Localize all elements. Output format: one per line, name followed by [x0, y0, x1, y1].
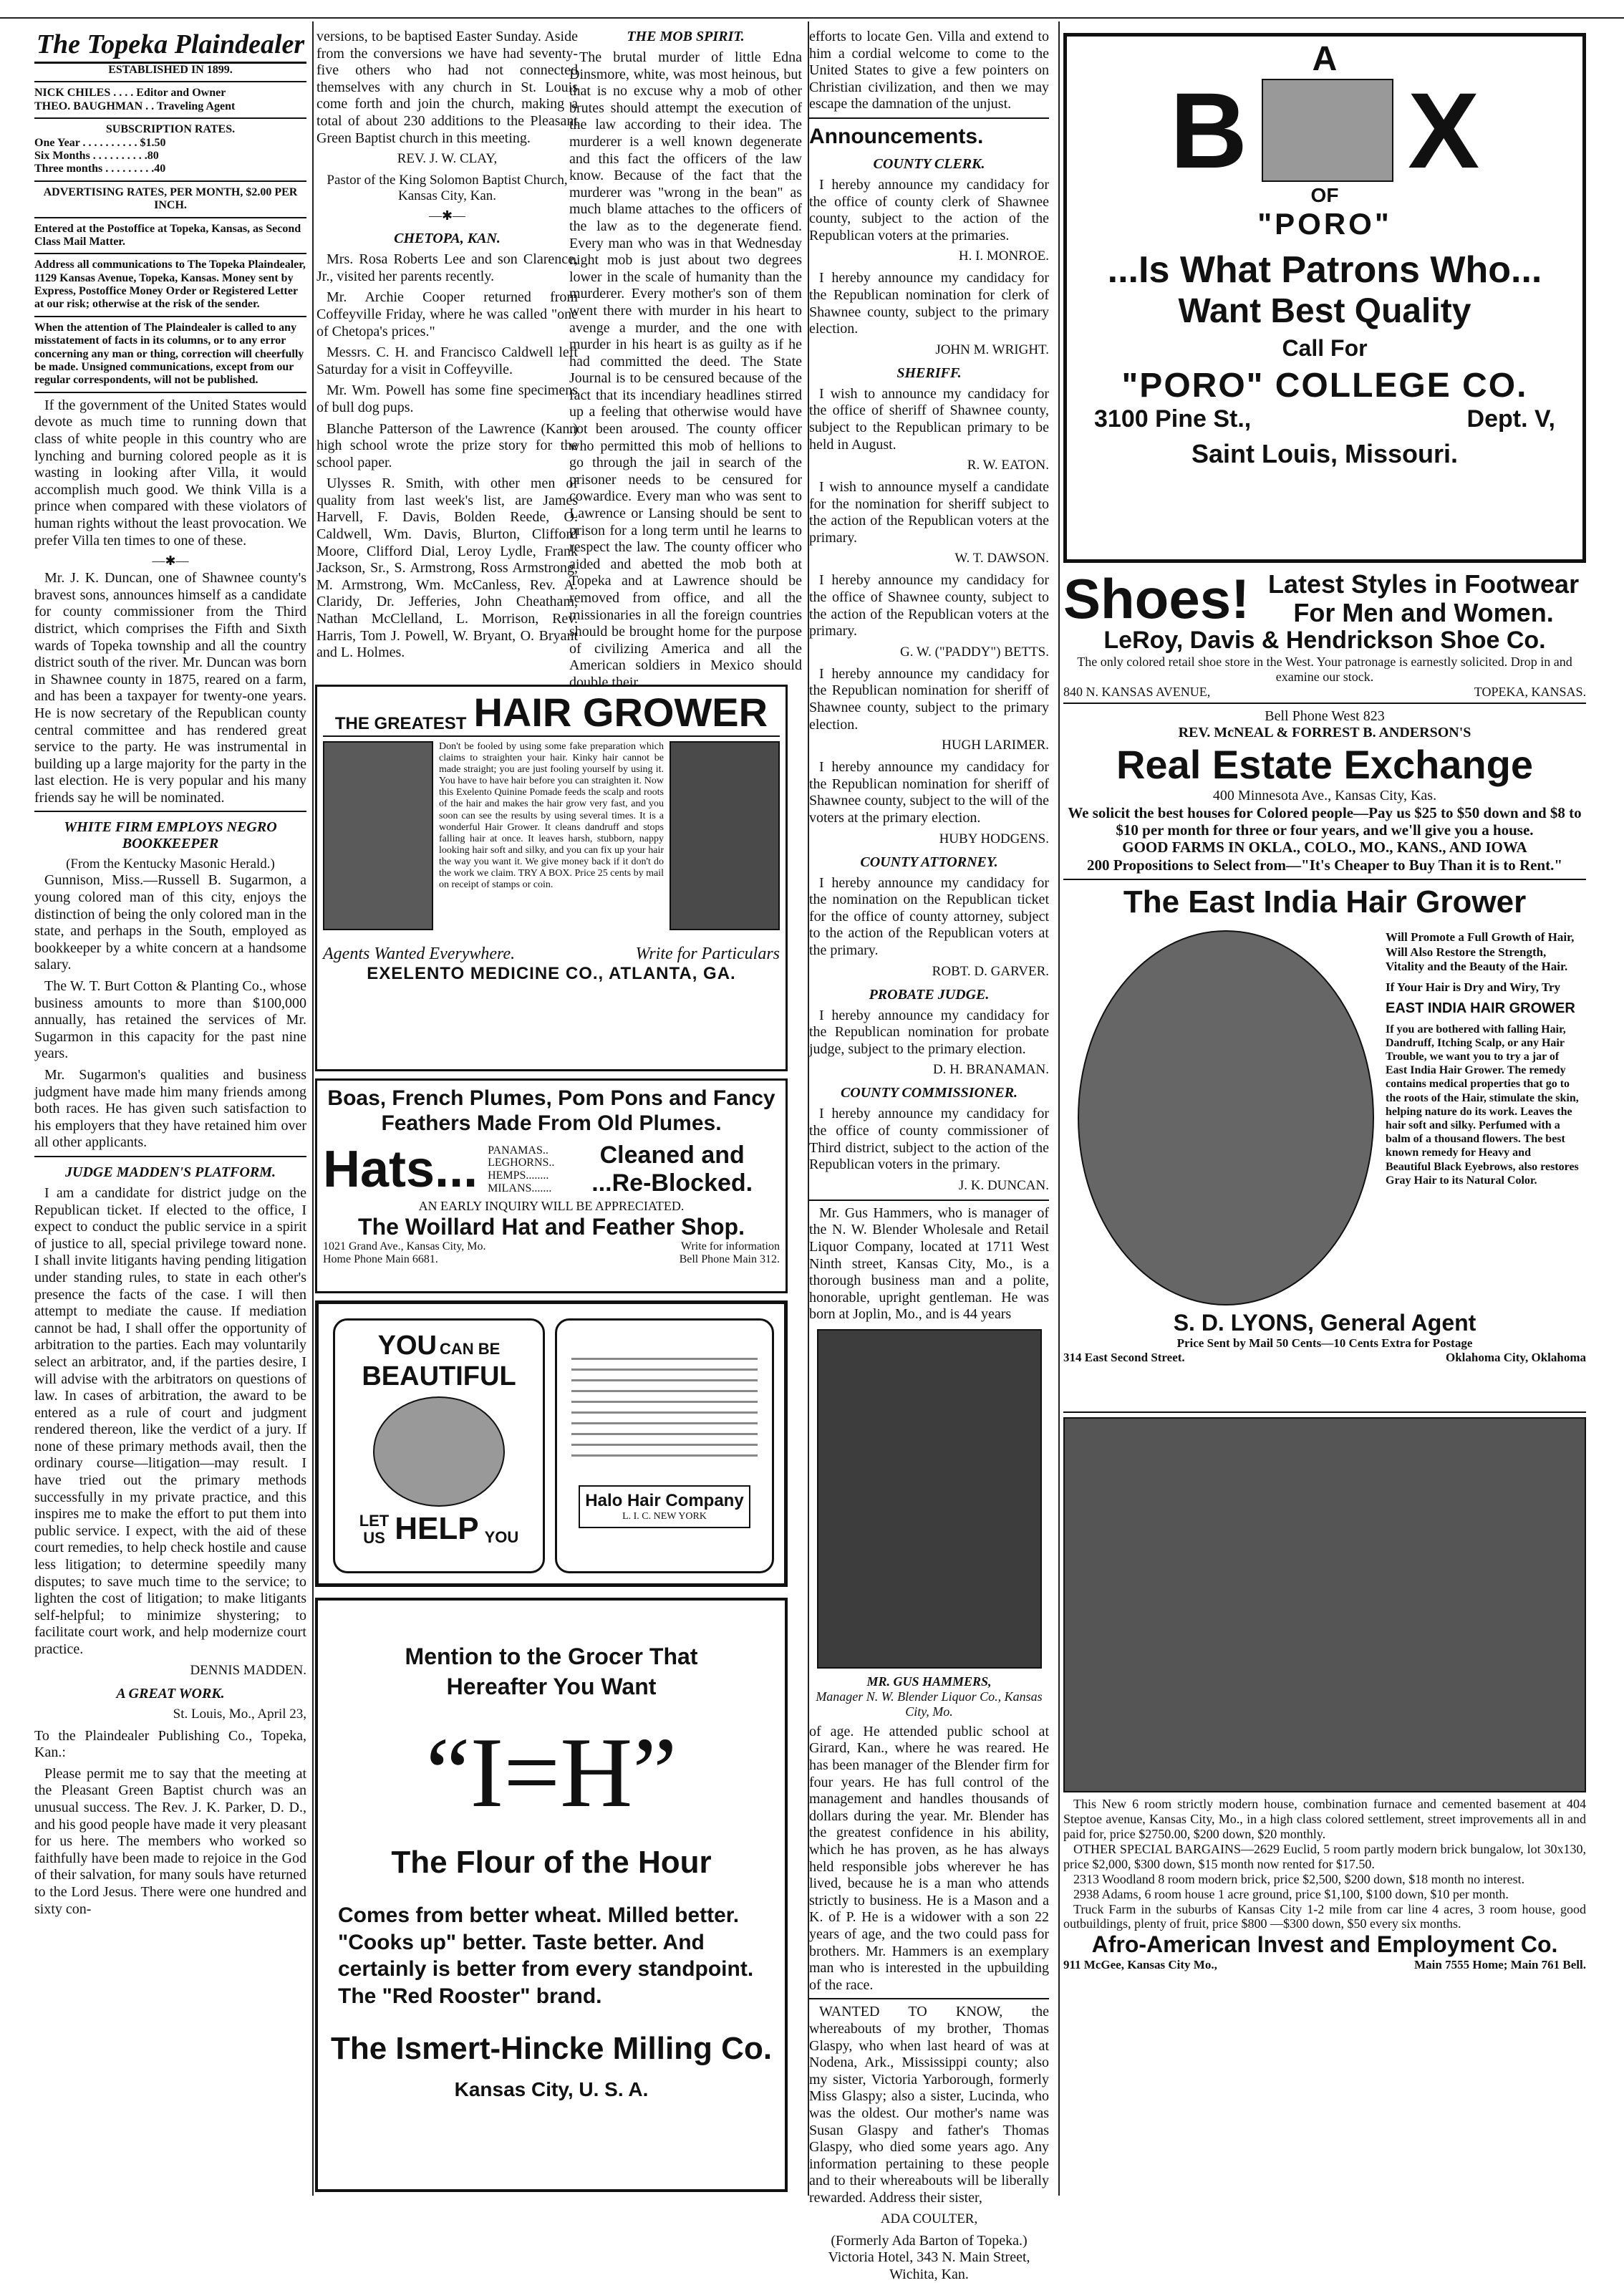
hair-ad-company: EXELENTO MEDICINE CO., ATLANTA, GA.: [323, 964, 780, 984]
announcement-text: I wish to announce my candidacy for the office of sheriff of Shawnee county, subject to the Republican primary to be held in August.: [809, 386, 1049, 453]
chetopa-item: Mr. Wm. Powell has some fine specimens of bull dog pups.: [316, 382, 578, 416]
hair-ad-head1: THE GREATEST: [335, 715, 467, 733]
shoes-company: LeRoy, Davis & Hendrickson Shoe Co.: [1063, 627, 1586, 655]
halo-you2: YOU: [485, 1528, 519, 1547]
halo-beautiful: BEAUTIFUL: [335, 1361, 543, 1392]
hair-grower-ad: [315, 685, 788, 1071]
shoes-addr: 840 N. KANSAS AVENUE,: [1063, 685, 1210, 700]
poro-a: A: [1073, 42, 1577, 77]
announcement-name: HUBY HODGENS.: [809, 831, 1049, 847]
announcement-office: COUNTY COMMISSIONER.: [809, 1085, 1049, 1101]
hammers-article-continued: of age. He attended public school at Girard, Kan., where he was reared. He has been manager of the Blender firm for four years. He has full control of the management and handles thousands of dollars during the year. Mr. Blender has the greatest confidence in his ability, which he has proven, as he has always held responsible jobs wherever he has lived, because he is a man who attends strictly to business. He is a Mason and a K. of P. He is a widower with a son 22 years of age, and the two could pass for brothers. Mr. Hammers is an exemplary man who is interested in the upbuilding of the race.: [809, 1724, 1049, 1994]
subscription-head: SUBSCRIPTION RATES.: [34, 123, 306, 136]
halo-fine-print: [571, 1349, 758, 1464]
realestate-names: REV. McNEAL & FORREST B. ANDERSON'S: [1063, 725, 1586, 741]
woillard-hat-ad: [315, 1078, 788, 1293]
judge-headline: JUDGE MADDEN'S PLATFORM.: [34, 1164, 306, 1181]
woillard-phone2: Bell Phone Main 312.: [680, 1253, 780, 1266]
column-2-text: versions, to be baptised Easter Sunday. Aside from the conversions we have had seventy-five others who had not connected themselves with any church in St. Louis come forth and join the church, making a total of about 230 additions to the Pleasant Green Baptist church in this meeting. REV. J. W. CLAY, Pastor of the King Solomon Baptist Church, Kansas City, Kan. —✱— CHETOPA, KAN. Mrs. Rosa Roberts Lee and son Clarence, Jr., visited her parents recently. Mr. Archie Cooper returned from Coffeyville Friday, where he was called "one of Chetopa's prices." Messrs. C. H. and Francisco Caldwell left Saturday for a visit in Coffeyville. Mr. Wm. Powell has some fine specimens of bull dog pups. Blanche Patterson of the Lawrence (Kan.) high school wrote the prize story for the school paper. Ulysses R. Smith, with other men of quality from last week's list, are James Harvell, F. Davis, Bolden Reede, O. Caldwell, Wm. Davis, Blurton, Clifford Moore, Clifford Dial, Leroy Lydle, Frank Jackson, Sr., S. Armstrong, Ross Armstrong, M. Armstrong, Wm. McCanless, Rev. A. Claridy, Dr. Jefferies, John Cheatham, Nathan McClelland, L. Morrison, Rev. Harris, Tom J. Powell, W. Bryant, O. Bryant and L. Holmes.: [316, 29, 578, 659]
eastindia-price: Price Sent by Mail 50 Cents—10 Cents Extra for Postage: [1063, 1336, 1586, 1351]
halo-company: Halo Hair Company: [584, 1491, 745, 1511]
judge-signature: DENNIS MADDEN.: [34, 1663, 306, 1679]
announcement-text: I hereby announce my candidacy for the nomination on the Republican ticket for the office of county attorney, subject to the action of the Republican voters at the primary.: [809, 875, 1049, 960]
chetopa-item: Blanche Patterson of the Lawrence (Kan.) high school wrote the prize story for the school paper.: [316, 421, 578, 472]
announcement-name: JOHN M. WRIGHT.: [809, 342, 1049, 358]
woillard-head: Boas, French Plumes, Pom Pons and Fancy Feathers Made From Old Plumes.: [323, 1086, 780, 1136]
woillard-kinds: PANAMAS.. LEGHORNS.. HEMPS........ MILANS.......: [488, 1144, 554, 1194]
announcement-name: W. T. DAWSON.: [809, 551, 1049, 566]
work-letter: Please permit me to say that the meeting at the Pleasant Green Baptist church was an unusual success. The Rev. J. K. Parker, D. D., and his good people have made it very pleasant for us here. The members who worked so faithfully have been made to rejoice in the God of their salvation, for many souls have returned to the Lord Jesus. There were one hundred and sixty con-: [34, 1766, 306, 1918]
eastindia-brand: EAST INDIA HAIR GROWER: [1386, 1000, 1579, 1017]
ih-flour-ad: [315, 1598, 788, 2192]
woman-portrait-image: [670, 741, 780, 930]
ih-flour: The Flour of the Hour: [324, 1845, 779, 1881]
ih-city: Kansas City, U. S. A.: [324, 2078, 779, 2101]
announcement-text: I hereby announce my candidacy for the office of county clerk of Shawnee county, subject to the action of the Republican voters at the primaries.: [809, 177, 1049, 244]
announcement-name: HUGH LARIMER.: [809, 738, 1049, 753]
firm-paragraph: The W. T. Burt Cotton & Planting Co., whose business amounts to more than $100,000 annually, has retained the services of Mr. Sugarmon in this capacity for the past nine years.: [34, 978, 306, 1063]
afro-bargain: OTHER SPECIAL BARGAINS—2629 Euclid, 5 room partly modern brick bungalow, lot 30x130, price $2,000, $300 down, $15 month now rented for $17.50.: [1063, 1842, 1586, 1872]
woman-portrait-image: [323, 741, 433, 930]
shoes-ad: [1063, 567, 1586, 704]
announcement-office: COUNTY ATTORNEY.: [809, 854, 1049, 871]
halo-hair-ad: [315, 1300, 788, 1587]
announcement-name: D. H. BRANAMAN.: [809, 1062, 1049, 1078]
announcements-headline: Announcements.: [809, 125, 1049, 149]
firm-paragraph: Mr. Sugarmon's qualities and business judgment have made him many friends among both races. He has given such satisfaction to his employers that they have retained him over all other applicants.: [34, 1067, 306, 1152]
realestate-addr: 400 Minnesota Ave., Kansas City, Kas.: [1063, 788, 1586, 804]
woillard-hats: Hats...: [323, 1140, 478, 1199]
poro-dept: Dept. V,: [1467, 405, 1555, 433]
announcement-name: J. K. DUNCAN.: [809, 1178, 1049, 1194]
house-photo-image: [1063, 1417, 1586, 1792]
eastindia-promote: Will Promote a Full Growth of Hair, Will Also Restore the Strength, Vitality and the Beauty of the Hair.: [1386, 930, 1579, 974]
afro-phone: Main 7555 Home; Main 761 Bell.: [1414, 1958, 1586, 1972]
chetopa-item: Messrs. C. H. and Francisco Caldwell left Saturday for a visit in Coffeyville.: [316, 344, 578, 378]
afro-company: Afro-American Invest and Employment Co.: [1063, 1931, 1586, 1958]
woillard-blocked: ...Re-Blocked.: [564, 1169, 780, 1197]
mob-editorial: The brutal murder of little Edna Dinsmore, white, was most heinous, but that is no excuse why a mob of other brutes should attempt the execution of the law according to their idea. The murderer is a well known degenerate and this fact the officers of the law know. Because of the fact that the murderer was "wrong in the bean" as much blame attaches to the officers of the law as to the degenerate fiend. Every man who was in that Wednesday night mob is just about two degrees lower in the scale of humanity than the murderer. Every mother's son of them went there with murder in his heart to avenge a murder, and the one with murder in his heart is as guilty as if he had committed the deed. The State Journal is to be censured because of the fact that its incendiary headlines stirred up a feeling that otherwise would have not been aroused. The county officer who permitted this mob of hellions to go through the jail in search of the prisoner needs to be censured for cowardice. Every man who was sent to Lawrence or Lansing should be sent to prison for a long term until he learns to respect the law. The county officer who aided and abetted the mob both at Topeka and at Lawrence should be removed from office, and all the missionaries in all the foreign countries should be brought home for the purpose of civilizing America and all the American soldiers in Mexico should double their: [569, 49, 802, 692]
mob-continued: efforts to locate Gen. Villa and extend to him a cordial welcome to come to the United States to give a few pointers on Christian civilization, and then we may escape the damnation of the unjust.: [809, 29, 1049, 113]
afro-bargain: 2938 Adams, 6 room house 1 acre ground, price $1,100, $100 down, $10 per month.: [1063, 1887, 1586, 1902]
announcement-text: I hereby announce my candidacy for the Republican nomination for probate judge, subject to the primary election.: [809, 1008, 1049, 1058]
realestate-farms: GOOD FARMS IN OKLA., COLO., MO., KANS., AND IOWA: [1063, 839, 1586, 856]
clay-signature: REV. J. W. CLAY,: [316, 151, 578, 167]
announcement-name: H. I. MONROE.: [809, 248, 1049, 264]
realestate-phone: Bell Phone West 823: [1063, 708, 1586, 725]
announcement-text: I hereby announce my candidacy for the office of Shawnee county, subject to the action of the Republican voters at the primary.: [809, 572, 1049, 639]
woillard-cleaned: Cleaned and: [564, 1142, 780, 1169]
column-rule: [1058, 21, 1060, 2196]
wanted-notice: WANTED TO KNOW, the whereabouts of my brother, Thomas Glaspy, who when last heard of was at Nodena, Ark., Mississippi county; also my sister, Victoria Yarborough, formerly Miss Glaspy; also a sister, Lucinda, who was the oldest. Our mother's name was Susan Glaspy and father's Thomas Glaspy, who died some years ago. Any information pertaining to these people and to their whereabouts will be liberally rewarded. Address their sister,: [809, 2004, 1049, 2206]
realestate-props: 200 Propositions to Select from—"It's Cheaper to Buy Than it is to Rent.": [1063, 856, 1586, 874]
poro-of: OF: [1073, 184, 1577, 207]
villa-editorial: If the government of the United States would devote as much time to running down that class of white people in this country who are lynching and burning colored people as it is wasting in looking after Villa, it would accomplish much good. We think Villa is a prince when compared with these violators of human rights without the least provocation. We prefer Villa ten times to one of these.: [34, 397, 306, 549]
duncan-article: Mr. J. K. Duncan, one of Shawnee county's bravest sons, announces himself as a candidate for county commissioner from the Third district, which comprises the Fifth and Sixth wards of Topeka township and all the country district south of the river. Mr. Duncan was born in Shawnee county in 1875, reared on a farm, and has been a taxpayer for twenty-one years. He is now secretary of the Republican county central committee and has rendered great service to the party. He was instrumental in building up a large majority for the party in the last election. He is very popular and his many friends say he will be nominated.: [34, 570, 306, 806]
column-4: [809, 29, 1049, 2196]
announcement-office: PROBATE JUDGE.: [809, 987, 1049, 1003]
chetopa-item: Ulysses R. Smith, with other men of quality from last week's list, are James Harvell, F. Davis, Bolden Reede, O. Caldwell, Wm. Davis, Blurton, Clifford Moore, Clifford Dial, Leroy Lydle, Frank Jackson, Sr., S. Armstrong, Ross Armstrong, M. Armstrong, Wm. McCanless, Rev. A. Claridy, Dr. Jefferies, John Cheatham, Nathan McClelland, L. Morrison, Rev. Harris, Tom J. Powell, W. Bryant, O. Bryant and L. Holmes.: [316, 476, 578, 662]
poro-box-image: [1262, 79, 1393, 182]
work-headline: A GREAT WORK.: [34, 1686, 306, 1702]
realestate-title: Real Estate Exchange: [1063, 741, 1586, 788]
poro-call: Call For: [1073, 335, 1577, 362]
woillard-early: AN EARLY INQUIRY WILL BE APPRECIATED.: [323, 1199, 780, 1214]
firm-headline: WHITE FIRM EMPLOYS NEGRO BOOKKEEPER: [34, 819, 306, 852]
poro-street: 3100 Pine St.,: [1094, 405, 1251, 433]
halo-let: LET: [359, 1512, 390, 1530]
announcement-name: ROBT. D. GARVER.: [809, 964, 1049, 980]
announcement-name: R. W. EATON.: [809, 458, 1049, 473]
work-address: To the Plaindealer Publishing Co., Topeka, Kan.:: [34, 1728, 306, 1762]
hair-ad-agents: Agents Wanted Everywhere.: [323, 945, 515, 964]
shoes-city: TOPEKA, KANSAS.: [1474, 685, 1586, 700]
eastindia-agent: S. D. LYONS, General Agent: [1063, 1310, 1586, 1336]
east-india-ad: [1063, 880, 1586, 1413]
masthead-title: The Topeka Plaindealer: [34, 29, 306, 64]
hair-ad-body: Don't be fooled by using some fake preparation which claims to straighten your hair. Kinky hair cannot be made straight; you are just fooling yourself by using it. You have to have hair before you can straighten it. Now this Exelento Quinine Pomade feeds the scalp and roots of the hair and makes the hair grow very fast, and you soon can see the results by using several times. It is a wonderful Hair Grower. It cleans dandruff and stops falling hair at once. It leaves harsh, stubborn, nappy looking hair soft and silky, and you can fix up your hair the way you want it. We give money back if it don't do the work we claim. TRY A BOX. Price 25 cents by mail on receipt of stamps or coin.: [439, 741, 664, 930]
wanted-address: (Formerly Ada Barton of Topeka.) Victoria Hotel, 343 N. Main Street, Wichita, Kan.: [809, 2233, 1049, 2283]
halo-you: YOU: [378, 1331, 437, 1361]
clay-title: Pastor of the King Solomon Baptist Church, Kansas City, Kan.: [316, 173, 578, 204]
chetopa-item: Mrs. Rosa Roberts Lee and son Clarence, Jr., visited her parents recently.: [316, 251, 578, 285]
eastindia-addr: 314 East Second Street.: [1063, 1351, 1185, 1365]
eastindia-dry: If Your Hair is Dry and Wiry, Try: [1386, 980, 1579, 995]
halo-help: HELP: [395, 1511, 478, 1547]
hair-ad-write: Write for Particulars: [636, 945, 780, 964]
correction-notice: When the attention of The Plaindealer is called to any misstatement of facts in its columns, or to any error concerning any man or thing, correction will cheerfully be made. Unsigned communications, except from our regular correspondents, will not be published.: [34, 322, 306, 387]
judge-platform: I am a candidate for district judge on the Republican ticket. If elected to the office, I expect to conduct the public service in a spirit of justice to all, special privilege toward none. I shall invite litigants having pending litigation under standing rules, to state in each other's presence the facts of the case. I will then attempt to mediate the cause. If mediation cannot be had, I shall offer the opportunity of arbitration to the parties. Each may voluntarily select an arbitrator, and, if the parties desire, I will advise with the arbitrators on questions of law. In cases of arbitration, the award to be entered as a rule of court and judgment rendered thereon, like the verdict of a jury. If none of these primary methods avail, then the ordinary course—litigation—may result. I have tried out the primary methods successfully in my private practice, and this inspires me to make the effort to put them into public service. I expect, with the aid of these court remedies, to help check hostile and cause less litigation; to determine speedily many disputes; to save much time to the service; to lighten the cost of litigation; to make litigants self-helpful; to minimize shystering; to facilitate court work, and help modernize court practice.: [34, 1185, 306, 1659]
afro-american-ad: [1063, 1413, 1586, 1976]
announcement-office: COUNTY CLERK.: [809, 156, 1049, 173]
column-5: [1063, 29, 1586, 2196]
hammers-caption-sub: Manager N. W. Blender Liquor Co., Kansas City, Mo.: [809, 1689, 1049, 1719]
woman-hat-image: [373, 1396, 505, 1507]
shoes-title: Shoes!: [1063, 571, 1250, 627]
entered-notice: Entered at the Postoffice at Topeka, Kansas, as Second Class Mail Matter.: [34, 223, 306, 249]
subscription-rates: One Year . . . . . . . . . . $1.50 Six Months . . . . . . . . . .80 Three months . . . . . . . . .40: [34, 137, 306, 176]
ih-body: Comes from better wheat. Milled better. "Cooks up" better. Taste better. And certainly is better from every standpoint. The "Red Rooster" brand.: [338, 1902, 765, 2009]
firm-paragraph: Gunnison, Miss.—Russell B. Sugarmon, a young colored man of this city, enjoys the distinction of being the only colored man in the state, and perhaps in the South, employed as bookkeeper by a white concern at a handsome salary.: [34, 872, 306, 974]
eastindia-body: If you are bothered with falling Hair, Dandruff, Itching Scalp, or any Hair Trouble, we want you to try a jar of East India Hair Grower. The remedy contains medical properties that go to the roots of the Hair, stimulate the skin, helping nature do its work. Leaves the hair soft and silky. Perfumed with a balm of a thousand flowers. The best known remedy for Heavy and Beautiful Black Eyebrows, also restores Gray Hair to its Natural Color.: [1386, 1023, 1579, 1187]
halo-us: US: [363, 1529, 385, 1547]
afro-bargain: Truck Farm in the suburbs of Kansas City 1-2 mile from car line 4 acres, 3 room house, good outbuildings, plenty of fruit, price $800 —$300 down, $50 every six months.: [1063, 1902, 1586, 1932]
column-3-text: [569, 29, 802, 673]
halo-city: L. I. C. NEW YORK: [584, 1511, 745, 1522]
poro-city: Saint Louis, Missouri.: [1073, 439, 1577, 469]
advertising-rates: ADVERTISING RATES, PER MONTH, $2.00 PER INCH.: [34, 186, 306, 213]
poro-x: X: [1408, 77, 1479, 184]
woillard-addr: 1021 Grand Ave., Kansas City, Mo.: [323, 1240, 486, 1253]
real-estate-ad: [1063, 704, 1586, 880]
hammers-article: Mr. Gus Hammers, who is manager of the N. W. Blender Wholesale and Retail Liquor Company, located at 1711 West Ninth street, Kansas City, Mo., is a thorough business man and a polite, honorable, upright gentleman. He was born at Joplin, Mo., and is 44 years: [809, 1205, 1049, 1323]
announcement-text: I hereby announce my candidacy for the Republican nomination for clerk of Shawnee county, subject to the primary election.: [809, 270, 1049, 337]
address-notice: Address all communications to The Topeka Plaindealer, 1129 Kansas Avenue, Topeka, Kansas. Money sent by Express, Postoffice Money Order or Registered Letter at our risk; otherwise at the risk of the sender.: [34, 259, 306, 312]
poro-b: B: [1170, 77, 1247, 184]
woman-braid-image: [1078, 930, 1374, 1305]
halo-canbe: CAN BE: [440, 1340, 500, 1358]
announcement-text: I hereby announce my candidacy for the Republican nomination for sheriff of Shawnee county, subject to the primary election.: [809, 666, 1049, 733]
hammers-caption: MR. GUS HAMMERS,: [809, 1674, 1049, 1689]
shoes-only: The only colored retail shoe store in the West. Your patronage is earnestly solicited. Drop in and examine our stock.: [1063, 655, 1586, 685]
eastindia-title: The East India Hair Grower: [1063, 884, 1586, 920]
hammers-portrait-image: [817, 1329, 1042, 1669]
poro-ad: [1063, 33, 1586, 563]
woillard-write: Write for information: [681, 1240, 780, 1253]
chetopa-headline: CHETOPA, KAN.: [316, 231, 578, 247]
hair-ad-head2: HAIR GROWER: [473, 692, 768, 733]
top-rule: [0, 17, 1624, 19]
poro-best: Want Best Quality: [1073, 291, 1577, 331]
woillard-phone1: Home Phone Main 6681.: [323, 1253, 438, 1266]
afro-bargain: 2313 Woodland 8 room modern brick, price $2,500, $200 down, $18 month no interest.: [1063, 1872, 1586, 1887]
ih-mention: Mention to the Grocer That Hereafter You Want: [381, 1642, 722, 1702]
woillard-name: The Woillard Hat and Feather Shop.: [323, 1214, 780, 1240]
letter-continued: versions, to be baptised Easter Sunday. Aside from the conversions we have had seventy-five others who had not connected themselves with any church in St. Louis come forth and join the church, making a total of about 230 additions to the Pleasant Green Baptist church in this meeting.: [316, 29, 578, 147]
wanted-signature: ADA COULTER,: [809, 2211, 1049, 2227]
column-1: The Topeka Plaindealer ESTABLISHED IN 1899. NICK CHILES . . . . Editor and Owner THEO. BAUGHMAN . . Traveling Agent SUBSCRIPTION RATES. One Year . . . . . . . . . . $1.50 Six Months . . . . . . . . . .80 Three months . . . . . . . . .40 ADVERTISING RATES, PER MONTH, $2.00 PER INCH. Entered at the Postoffice at Topeka, Kansas, as Second Class Mail Matter. Address all communications to The Topeka Plaindealer, 1129 Kansas Avenue, Topeka, Kansas. Money sent by Express, Postoffice Money Order or Registered Letter at our risk; otherwise at the risk of the sender. When the attention of The Plaindealer is called to any misstatement of facts in its columns, or to any error concerning any man or thing, correction will cheerfully be made. Unsigned communications, except from our regular correspondents, will not be published. If the government of the United States would devote as much time to running down that class of white people in this country who are lynching and burning colored people as it is wasting in looking after Villa, it would accomplish much good. We think Villa is a prince when compared with these violators of human rights without the least provocation. We prefer Villa ten times to one of these. —✱— Mr. J. K. Duncan, one of Shawnee county's bravest sons, announces himself as a candidate for county commissioner from the Third district, which comprises the Fifth and Sixth wards of Topeka township and all the country district south of the river. Mr. Duncan was born in Shawnee county in 1875, reared on a farm, and has been a taxpayer for twenty-one years. He is now secretary of the Republican county central committee and has rendered great service to the party. He was instrumental in building up a large majority for the party in the last election. He is very popular and his many friends say he will be nominated. WHITE FIRM EMPLOYS NEGRO BOOKKEEPER (From the Kentucky Masonic Herald.) Gunnison, Miss.—Russell B. Sugarmon, a young colored man of this city, enjoys the distinction of being the only colored man in the state, and perhaps in the South, employed as bookkeeper by a white concern at a handsome salary. The W. T. Burt Cotton & Planting Co., whose business amounts to more than $100,000 annually, has retained the services of Mr. Sugarmon in this capacity for the past nine years. Mr. Sugarmon's qualities and business judgment have made him many friends among both races. He has given such satisfaction to his employers that they have retained him over all other applicants. JUDGE MADDEN'S PLATFORM. I am a candidate for district judge on the Republican ticket. If elected to the office, I expect to conduct the public service in a spirit of justice to all, special privilege toward none. I shall invite litigants having pending litigation under standing rules, to state in each other's presence the facts of the case. I will then attempt to mediate the cause. If mediation cannot be had, I shall offer the opportunity of arbitration to the parties. Each may voluntarily select an arbitrator, and, if the parties desire, I will advise with the arbitrators on questions of law. In cases of arbitration, the award to be entered as a rule of court and judgment rendered thereon, like the verdict of a jury. If none of these primary methods avail, then the ordinary course—litigation—may result. I have tried out the primary methods successfully in my private practice, and this inspires me to make the effort to put them into public service. I expect, with the aid of these court remedies, to help check hostile and cause less litigation; to determine speedily many disputes; to save much time to the service; to lighten the cost of litigation; to make litigants self-helpful; to minimize shystering; to facilitate court work, and help modernize court practice. DENNIS MADDEN. A GREAT WORK. St. Louis, Mo., April 23, To the Plaindealer Publishing Co., Topeka, Kan.: Please permit me to say that the meeting at the Pleasant Green Baptist church was an unusual success. The Rev. J. K. Parker, D. D., and his good people have made it very pleasant for us here. The members who worked so faithfully have been made to rejoice in the God of their salvation, for many souls have returned to the Lord Jesus. There were one hundred and sixty con-: [34, 29, 306, 2196]
firm-source: (From the Kentucky Masonic Herald.): [34, 856, 306, 872]
shoes-latest: Latest Styles in Footwear For Men and Women.: [1261, 570, 1586, 627]
announcement-text: I hereby announce my candidacy for the office of county commissioner of Third district, subject to the action of the Republican voters in the primary.: [809, 1106, 1049, 1173]
realestate-body: We solicit the best houses for Colored people—Pay us $25 to $50 down and $8 to $10 per month for three or four years, and we'll give you a house.: [1063, 804, 1586, 839]
work-date: St. Louis, Mo., April 23,: [34, 1707, 306, 1722]
announcement-office: SHERIFF.: [809, 365, 1049, 382]
poro-college: "PORO" COLLEGE CO.: [1073, 366, 1577, 405]
announcement-name: G. W. ("PADDY") BETTS.: [809, 645, 1049, 660]
poro-name: "PORO": [1073, 207, 1577, 241]
afro-addr: 911 McGee, Kansas City Mo.,: [1063, 1958, 1217, 1972]
eastindia-city: Oklahoma City, Oklahoma: [1446, 1351, 1586, 1365]
chetopa-item: Mr. Archie Cooper returned from Coffeyville Friday, where he was called "one of Chetopa's prices.": [316, 289, 578, 340]
masthead-established: ESTABLISHED IN 1899.: [34, 64, 306, 77]
announcement-text: I hereby announce my candidacy for the Republican nomination for sheriff of Shawnee county, subject to the will of the voters at the primary election.: [809, 759, 1049, 826]
ih-title: “I=H”: [324, 1723, 779, 1823]
announcement-text: I wish to announce myself a candidate for the nomination for sheriff subject to the action of the Republican voters at the primary.: [809, 479, 1049, 546]
column-rule: [312, 21, 314, 2196]
ih-company: The Ismert-Hincke Milling Co.: [324, 2031, 779, 2067]
poro-patrons: ...Is What Patrons Who...: [1073, 248, 1577, 291]
mob-headline: THE MOB SPIRIT.: [569, 29, 802, 45]
masthead-staff: NICK CHILES . . . . Editor and Owner THEO. BAUGHMAN . . Traveling Agent: [34, 87, 306, 113]
afro-house: This New 6 room strictly modern house, combination furnace and cemented basement at 404 Steptoe avenue, Kansas City, Mo., in a high class colored settlement, street improvements all in and paid for, price $2750.00, $200 down, $20 monthly.: [1063, 1797, 1586, 1842]
